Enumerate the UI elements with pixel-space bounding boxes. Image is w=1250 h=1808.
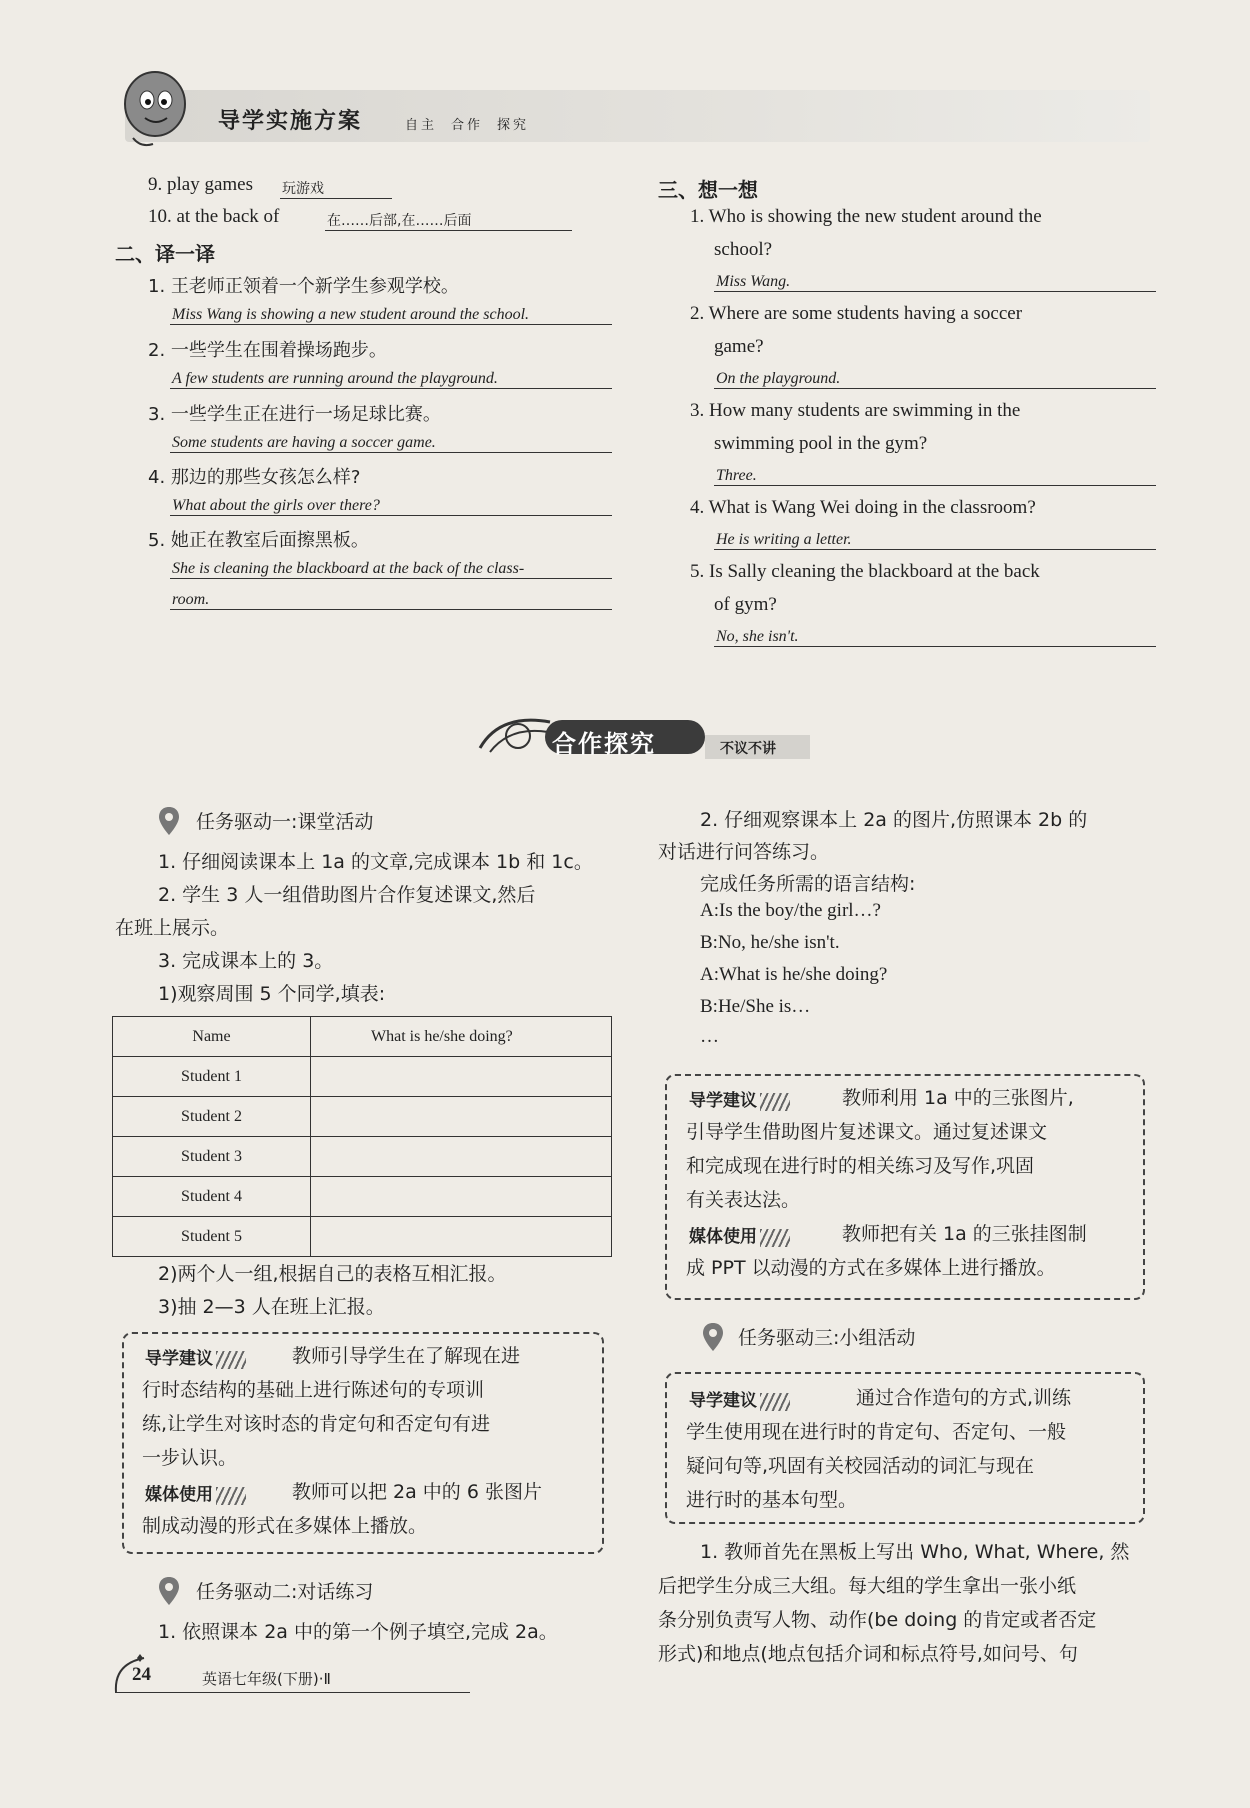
- header-tag: 探究: [497, 118, 530, 133]
- table-cell: Student 4: [113, 1177, 311, 1217]
- translate-question: 1. 王老师正领着一个新学生参观学校。: [148, 276, 459, 297]
- hatch-decoration: [760, 1393, 790, 1411]
- task-paragraph: 条分别负责写人物、动作(be doing 的肯定或者否定: [658, 1609, 1097, 1631]
- hatch-decoration: [216, 1351, 246, 1369]
- think-answer: Three.: [714, 467, 1156, 486]
- translate-answer: Miss Wang is showing a new student around the school.: [170, 306, 612, 325]
- task-paragraph: 在班上展示。: [115, 917, 230, 939]
- tip-text: 进行时的基本句型。: [686, 1489, 858, 1511]
- task-paragraph: 对话进行问答练习。: [658, 841, 830, 863]
- dialogue-line: …: [700, 1026, 719, 1047]
- observation-table: [112, 1016, 612, 1257]
- location-pin-icon: [702, 1322, 724, 1352]
- table-cell-blank[interactable]: [311, 1177, 612, 1217]
- table-header: Name: [113, 1017, 311, 1057]
- tip-text: 学生使用现在进行时的肯定句、否定句、一般: [686, 1421, 1067, 1443]
- task-paragraph: 1. 依照课本 2a 中的第一个例子填空,完成 2a。: [158, 1621, 558, 1643]
- table-cell-blank[interactable]: [311, 1097, 612, 1137]
- hatch-decoration: [216, 1487, 246, 1505]
- dialogue-line: B:No, he/she isn't.: [700, 932, 840, 953]
- task-paragraph: 完成任务所需的语言结构:: [700, 873, 916, 895]
- tip-text: 制成动漫的形式在多媒体上播放。: [142, 1515, 428, 1537]
- translate-question: 5. 她正在教室后面擦黑板。: [148, 530, 369, 551]
- translate-answer: What about the girls over there?: [170, 497, 612, 516]
- dialogue-line: B:He/She is…: [700, 996, 811, 1017]
- think-question: 5. Is Sally cleaning the blackboard at the back: [690, 561, 1040, 582]
- tip-text: 引导学生借助图片复述课文。通过复述课文: [686, 1121, 1048, 1143]
- task-paragraph: 3)抽 2—3 人在班上汇报。: [158, 1296, 385, 1318]
- task-paragraph: 1)观察周围 5 个同学,填表:: [158, 983, 386, 1005]
- task-paragraph: 2)两个人一组,根据自己的表格互相汇报。: [158, 1263, 507, 1285]
- task-paragraph: 2. 仔细观察课本上 2a 的图片,仿照课本 2b 的: [700, 809, 1088, 831]
- think-answer: On the playground.: [714, 370, 1156, 389]
- hatch-decoration: [760, 1229, 790, 1247]
- vocab-item: 10. at the back of: [148, 206, 280, 227]
- tip-label-row: [142, 1344, 246, 1369]
- think-question: 3. How many students are swimming in the: [690, 400, 1021, 421]
- think-question: school?: [714, 239, 773, 260]
- task-title: 任务驱动三:小组活动: [738, 1327, 916, 1349]
- tip-text: 成 PPT 以动漫的方式在多媒体上进行播放。: [686, 1257, 1056, 1279]
- location-pin-icon: [158, 1576, 180, 1606]
- tip-label: 导学建议: [689, 1391, 757, 1411]
- translate-answer: She is cleaning the blackboard at the back of the class-: [170, 560, 612, 579]
- banner-title: 合作探究: [552, 730, 656, 758]
- tip-label: 媒体使用: [145, 1485, 213, 1505]
- table-cell: Student 1: [113, 1057, 311, 1097]
- tip-label-row: [686, 1386, 790, 1411]
- tip-text: 有关表达法。: [686, 1189, 801, 1211]
- task-paragraph: 1. 教师首先在黑板上写出 Who, What, Where, 然: [700, 1541, 1130, 1563]
- vocab-answer: 在……后部,在……后面: [325, 210, 572, 231]
- translate-question: 4. 那边的那些女孩怎么样?: [148, 467, 361, 488]
- tip-text: 一步认识。: [142, 1447, 238, 1469]
- tip-label-row: [686, 1222, 790, 1247]
- table-cell-blank[interactable]: [311, 1057, 612, 1097]
- task-title: 任务驱动一:课堂活动: [196, 811, 374, 833]
- table-row: [113, 1097, 612, 1137]
- mascot-logo: [115, 62, 195, 152]
- tip-label-row: [142, 1480, 246, 1505]
- tip-text: 练,让学生对该时态的肯定句和否定句有进: [142, 1413, 491, 1435]
- header-tag: 合作: [451, 118, 484, 133]
- think-question: 4. What is Wang Wei doing in the classroom?: [690, 497, 1036, 518]
- think-question: swimming pool in the gym?: [714, 433, 928, 454]
- task-paragraph: 2. 学生 3 人一组借助图片合作复述课文,然后: [158, 884, 536, 906]
- table-header: What is he/she doing?: [311, 1017, 612, 1057]
- tip-label: 导学建议: [145, 1349, 213, 1369]
- tip-text: 教师引导学生在了解现在进: [292, 1345, 521, 1367]
- tip-text: 教师利用 1a 中的三张图片,: [842, 1087, 1074, 1109]
- table-cell-blank[interactable]: [311, 1217, 612, 1257]
- translate-answer: A few students are running around the playground.: [170, 370, 612, 389]
- think-answer: No, she isn't.: [714, 628, 1156, 647]
- translate-question: 2. 一些学生在围着操场跑步。: [148, 340, 387, 361]
- table-cell-blank[interactable]: [311, 1137, 612, 1177]
- tip-text: 通过合作造句的方式,训练: [856, 1387, 1072, 1409]
- section-heading: 三、想一想: [658, 178, 758, 202]
- table-cell: Student 2: [113, 1097, 311, 1137]
- task-paragraph: 3. 完成课本上的 3。: [158, 950, 334, 972]
- think-answer: Miss Wang.: [714, 273, 1156, 292]
- tip-label-row: [686, 1086, 790, 1111]
- footer-rule: [115, 1692, 470, 1693]
- task-paragraph: 后把学生分成三大组。每大组的学生拿出一张小纸: [658, 1575, 1077, 1597]
- think-question: game?: [714, 336, 764, 357]
- tip-text: 教师把有关 1a 的三张挂图制: [842, 1223, 1087, 1245]
- vocab-answer: 玩游戏: [280, 178, 392, 199]
- page-number: 24: [132, 1664, 151, 1685]
- think-answer: He is writing a letter.: [714, 531, 1156, 550]
- task-paragraph: 1. 仔细阅读课本上 1a 的文章,完成课本 1b 和 1c。: [158, 851, 593, 873]
- header-tags: [405, 114, 543, 133]
- think-question: 2. Where are some students having a soccer: [690, 303, 1023, 324]
- header-tag: 自主: [405, 118, 438, 133]
- table-row: [113, 1137, 612, 1177]
- tip-text: 疑问句等,巩固有关校园活动的词汇与现在: [686, 1455, 1035, 1477]
- table-row: [113, 1177, 612, 1217]
- task-title: 任务驱动二:对话练习: [196, 1581, 374, 1603]
- table-header-row: [113, 1017, 612, 1057]
- book-title: 英语七年级(下册)·Ⅱ: [202, 1670, 331, 1688]
- translate-answer: room.: [170, 591, 612, 610]
- location-pin-icon: [158, 806, 180, 836]
- dialogue-line: A:What is he/she doing?: [700, 964, 888, 985]
- table-row: [113, 1057, 612, 1097]
- tip-text: 行时态结构的基础上进行陈述句的专项训: [142, 1379, 485, 1401]
- table-row: [113, 1217, 612, 1257]
- think-question: of gym?: [714, 594, 777, 615]
- tip-text: 教师可以把 2a 中的 6 张图片: [292, 1481, 542, 1503]
- translate-answer: Some students are having a soccer game.: [170, 434, 612, 453]
- header-title: 导学实施方案: [218, 109, 363, 134]
- section-heading: 二、译一译: [115, 242, 215, 266]
- think-question: 1. Who is showing the new student around the: [690, 206, 1042, 227]
- hatch-decoration: [760, 1093, 790, 1111]
- task-paragraph: 形式)和地点(地点包括介词和标点符号,如问号、句: [658, 1643, 1078, 1665]
- tip-label: 导学建议: [689, 1091, 757, 1111]
- tip-label: 媒体使用: [689, 1227, 757, 1247]
- vocab-item: 9. play games: [148, 174, 254, 195]
- translate-question: 3. 一些学生正在进行一场足球比赛。: [148, 404, 441, 425]
- banner-subtitle: 不议不讲: [720, 741, 776, 757]
- table-cell: Student 5: [113, 1217, 311, 1257]
- tip-text: 和完成现在进行时的相关练习及写作,巩固: [686, 1155, 1035, 1177]
- dialogue-line: A:Is the boy/the girl…?: [700, 900, 881, 921]
- table-cell: Student 3: [113, 1137, 311, 1177]
